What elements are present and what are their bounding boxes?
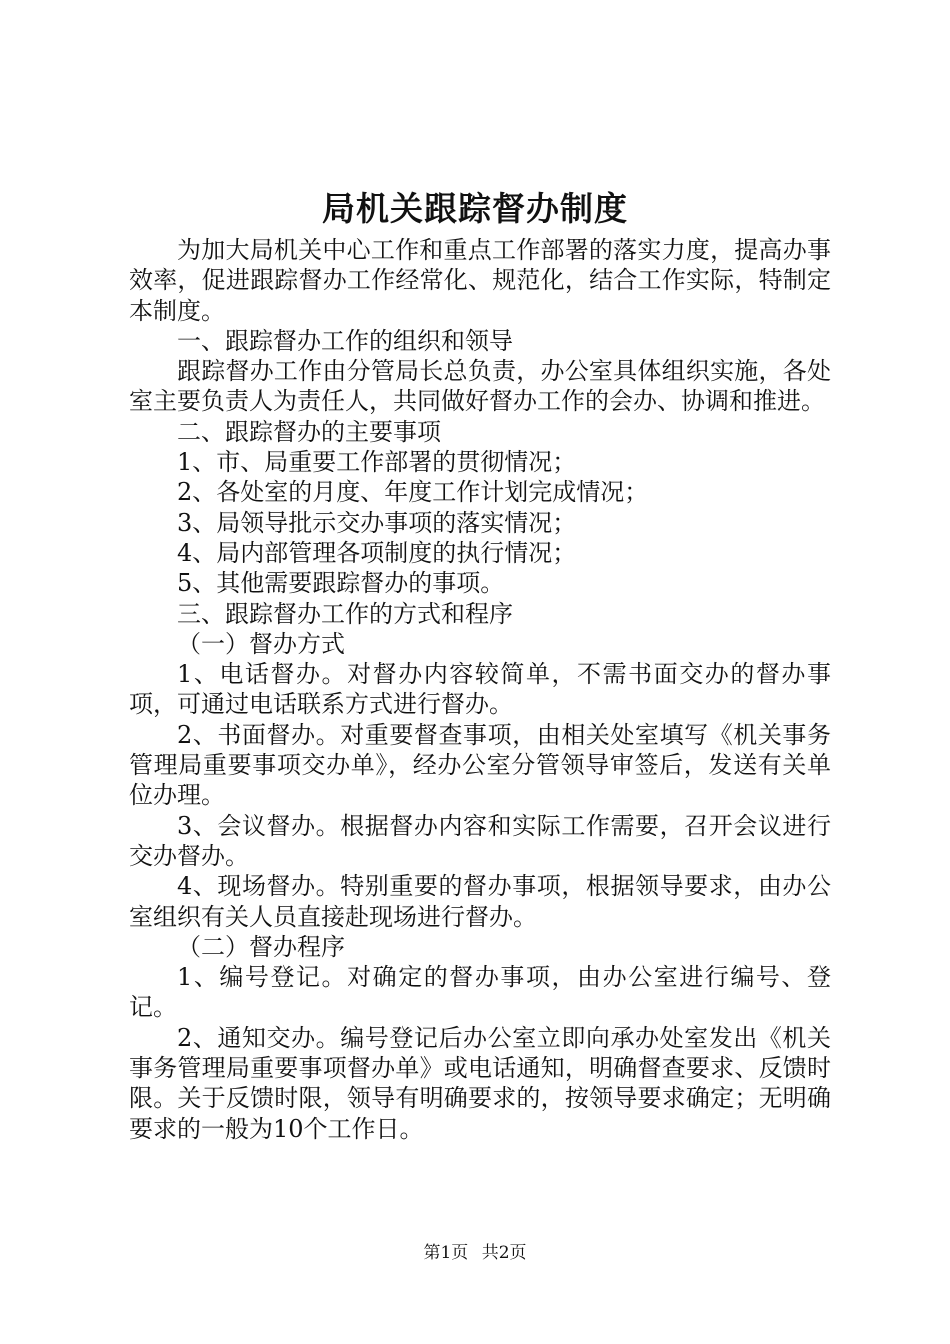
list-item: 1、编号登记。对确定的督办事项，由办公室进行编号、登记。 (129, 963, 831, 1022)
intro-paragraph: 为加大局机关中心工作和重点工作部署的落实力度，提高办事效率，促进跟踪督办工作经常化、规范化，结合工作实际，特制定本制度。 (129, 236, 831, 325)
list-item: 2、各处室的月度、年度工作计划完成情况； (177, 478, 649, 507)
list-item: 3、会议督办。根据督办内容和实际工作需要，召开会议进行交办督办。 (129, 811, 831, 870)
page-total: 共2页 (481, 1243, 527, 1263)
list-item: 1、市、局重要工作部署的贯彻情况； (177, 448, 577, 477)
list-item: 1、电话督办。对督办内容较简单，不需书面交办的督办事项，可通过电话联系方式进行督办。 (129, 660, 831, 719)
section-heading-1: 一、跟踪督办工作的组织和领导 (177, 326, 513, 355)
list-item: 3、局领导批示交办事项的落实情况； (177, 508, 577, 537)
section-heading-2: 二、跟踪督办的主要事项 (177, 417, 441, 446)
section-heading-3: 三、跟踪督办工作的方式和程序 (177, 599, 513, 628)
list-item: 4、现场督办。特别重要的督办事项，根据领导要求，由办公室组织有关人员直接赴现场进行督办。 (129, 872, 831, 931)
subsection-heading-1: （一）督办方式 (177, 629, 345, 658)
list-item: 2、通知交办。编号登记后办公室立即向承办处室发出《机关事务管理局重要事项督办单》或电话通知，明确督查要求、反馈时限。关于反馈时限，领导有明确要求的，按领导要求确定；无明确要求的一般为10个工作日。 (129, 1023, 831, 1143)
list-item: 2、书面督办。对重要督查事项，由相关处室填写《机关事务管理局重要事项交办单》，经办公室分管领导审签后，发送有关单位办理。 (129, 720, 831, 810)
list-item: 5、其他需要跟踪督办的事项。 (177, 569, 505, 598)
document-body (129, 235, 831, 1144)
body-paragraph: 跟踪督办工作由分管局长总负责，办公室具体组织实施，各处室主要负责人为责任人，共同做好督办工作的会办、协调和推进。 (129, 357, 831, 416)
page-footer (0, 1241, 950, 1265)
document-title: 局机关跟踪督办制度 (322, 189, 628, 228)
list-item: 4、局内部管理各项制度的执行情况； (177, 538, 577, 567)
subsection-heading-2: （二）督办程序 (177, 932, 345, 961)
page-number: 第1页 (423, 1243, 469, 1263)
